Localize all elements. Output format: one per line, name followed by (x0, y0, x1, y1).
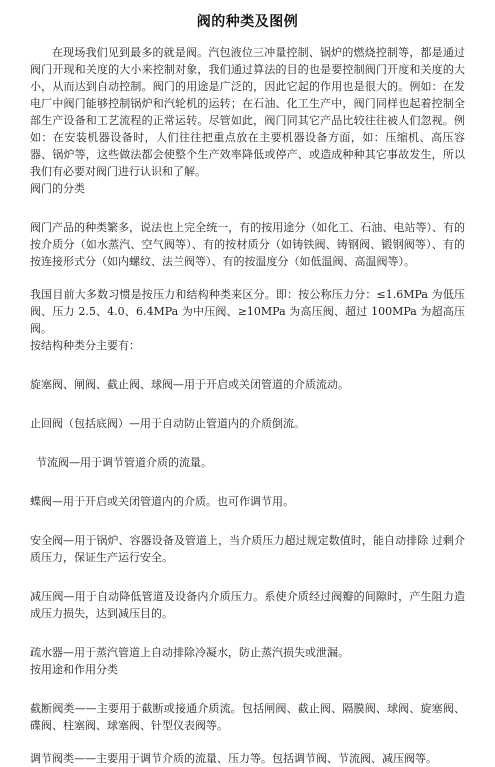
classification-paragraph-2: 我国目前大多数习惯是按压力和结构种类来区分。即：按公称压力分：≤1.6MPa 为低压阀、压力 2.5、4.0、6.4MPa 为中压阀、≥10MPa 为高压阀、超过 100MPa 为超高压阀。 (30, 288, 465, 335)
structure-item: 节流阀—用于调节管道介质的流量。 (36, 456, 212, 469)
usage-item: 调节阀类——主要用于调节介质的流量、压力等。包括调节阀、节流阀、减压阀等。 (30, 752, 437, 765)
intro-paragraph: 在现场我们见到最多的就是阀。汽包液位三冲量控制、锅炉的燃烧控制等，都是通过阀门开现和关度的大小来控制对象，我们通过算法的目的也是要控制阀门开度和关度的大小，从而达到自动控制。阀门的用途是广泛的，因此它起的作用也是很大的。例如：在发电厂中阀门能够控制锅炉和汽轮机的运转；在石油、化工生产中，阀门同样也起着控制全部生产设备和工艺流程的正常运转。尽管如此，阀门同其它产品比较往往被人们忽视。例如：在安装机器设备时，人们往往把重点放在主要机器设备方面，如：压缩机、高压容器、锅炉等，这些做法都会使整个生产效率降低或停产、或造成种种其它事故发生，所以我们有必要对阀门进行认识和了解。 (30, 46, 465, 178)
structure-item: 止回阀（包括底阀）—用于自动防止管道内的介质倒流。 (30, 417, 305, 430)
structure-item: 旋塞阀、闸阀、截止阀、球阀—用于开启或关闭管道的介质流动。 (30, 378, 349, 391)
page-title: 阀的种类及图例 (196, 14, 299, 30)
structure-item: 减压阀—用于自动降低管道及设备内介质压力。系使介质经过阀瓣的间隙时，产生阻力造成压力损失，达到减压目的。 (30, 590, 465, 620)
section-heading-classification: 阀门的分类 (30, 182, 85, 195)
usage-item: 截断阀类——主要用于截断或接通介质流。包括闸阀、截止阀、隔膜阀、球阀、旋塞阀、碟阀、柱塞阀、球塞阀、针型仪表阀等。 (30, 702, 465, 732)
structure-item: 疏水器—用于蒸汽管道上自动排除冷凝水，防止蒸汽损失或泄漏。 (30, 646, 349, 659)
structure-item: 安全阀—用于锅炉、容器设备及管道上，当介质压力超过规定数值时，能自动排除 过剩介质压力，保证生产运行安全。 (30, 534, 465, 564)
section-heading-usage: 按用途和作用分类 (30, 663, 118, 676)
structure-item: 蝶阀—用于开启或关闭管道内的介质。也可作调节用。 (30, 495, 294, 508)
section-heading-structure: 按结构种类分主要有： (30, 339, 140, 352)
classification-paragraph-1: 阀门产品的种类繁多，说法也上完全统一，有的按用途分（如化工、石油、电站等）、有的按介质分（如水蒸汽、空气阀等）、有的按材质分（如铸铁阀、铸钢阀、锻钢阀等）、有的按连接形式分（如内螺纹、法兰阀等）、有的按温度分（如低温阀、高温阀等）。 (30, 221, 465, 268)
